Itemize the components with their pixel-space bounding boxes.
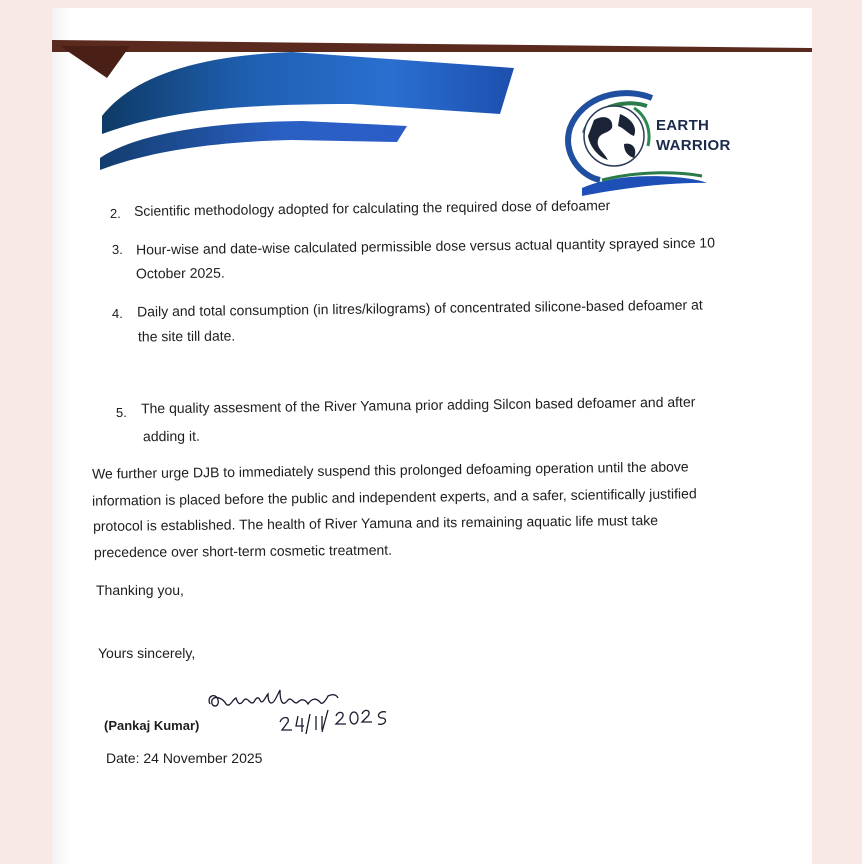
list-number: 2. [109, 205, 121, 222]
letter-date: Date: 24 November 2025 [106, 750, 263, 766]
list-item-text: Scientific methodology adopted for calculating the required dose of defoamer [133, 197, 611, 219]
list-item-text: Daily and total consumption (in litres/kilograms) of concentrated silicone-based defoamer at [136, 296, 703, 320]
body-paragraph-line: information is placed before the public and independent experts, and a safer, scientifically justified [91, 485, 697, 509]
list-number: 3. [111, 241, 123, 258]
list-item-text: October 2025. [135, 264, 225, 282]
list-item-text: adding it. [142, 427, 200, 445]
list-item-text: the site till date. [137, 327, 236, 345]
closing-sincerely: Yours sincerely, [98, 645, 196, 661]
list-item-text: Hour-wise and date-wise calculated permissible dose versus actual quantity sprayed since 10 [135, 234, 716, 258]
handwritten-signature [202, 686, 402, 736]
list-number: 4. [111, 305, 123, 322]
body-paragraph-line: protocol is established. The health of River Yamuna and its remaining aquatic life must take [92, 512, 659, 534]
list-number: 5. [115, 404, 127, 421]
letter-page [52, 8, 812, 864]
signatory-name: (Pankaj Kumar) [104, 718, 200, 733]
logo-line-earth: EARTH [656, 117, 710, 134]
closing-thanks: Thanking you, [96, 582, 184, 598]
body-paragraph-line: We further urge DJB to immediately suspend this prolonged defoaming operation until the above [91, 458, 689, 482]
body-paragraph-line: precedence over short-term cosmetic treatment. [93, 541, 393, 561]
list-item-text: The quality assesment of the River Yamuna prior adding Silcon based defoamer and after [140, 393, 696, 417]
logo-line-warrior: WARRIOR [656, 137, 731, 154]
